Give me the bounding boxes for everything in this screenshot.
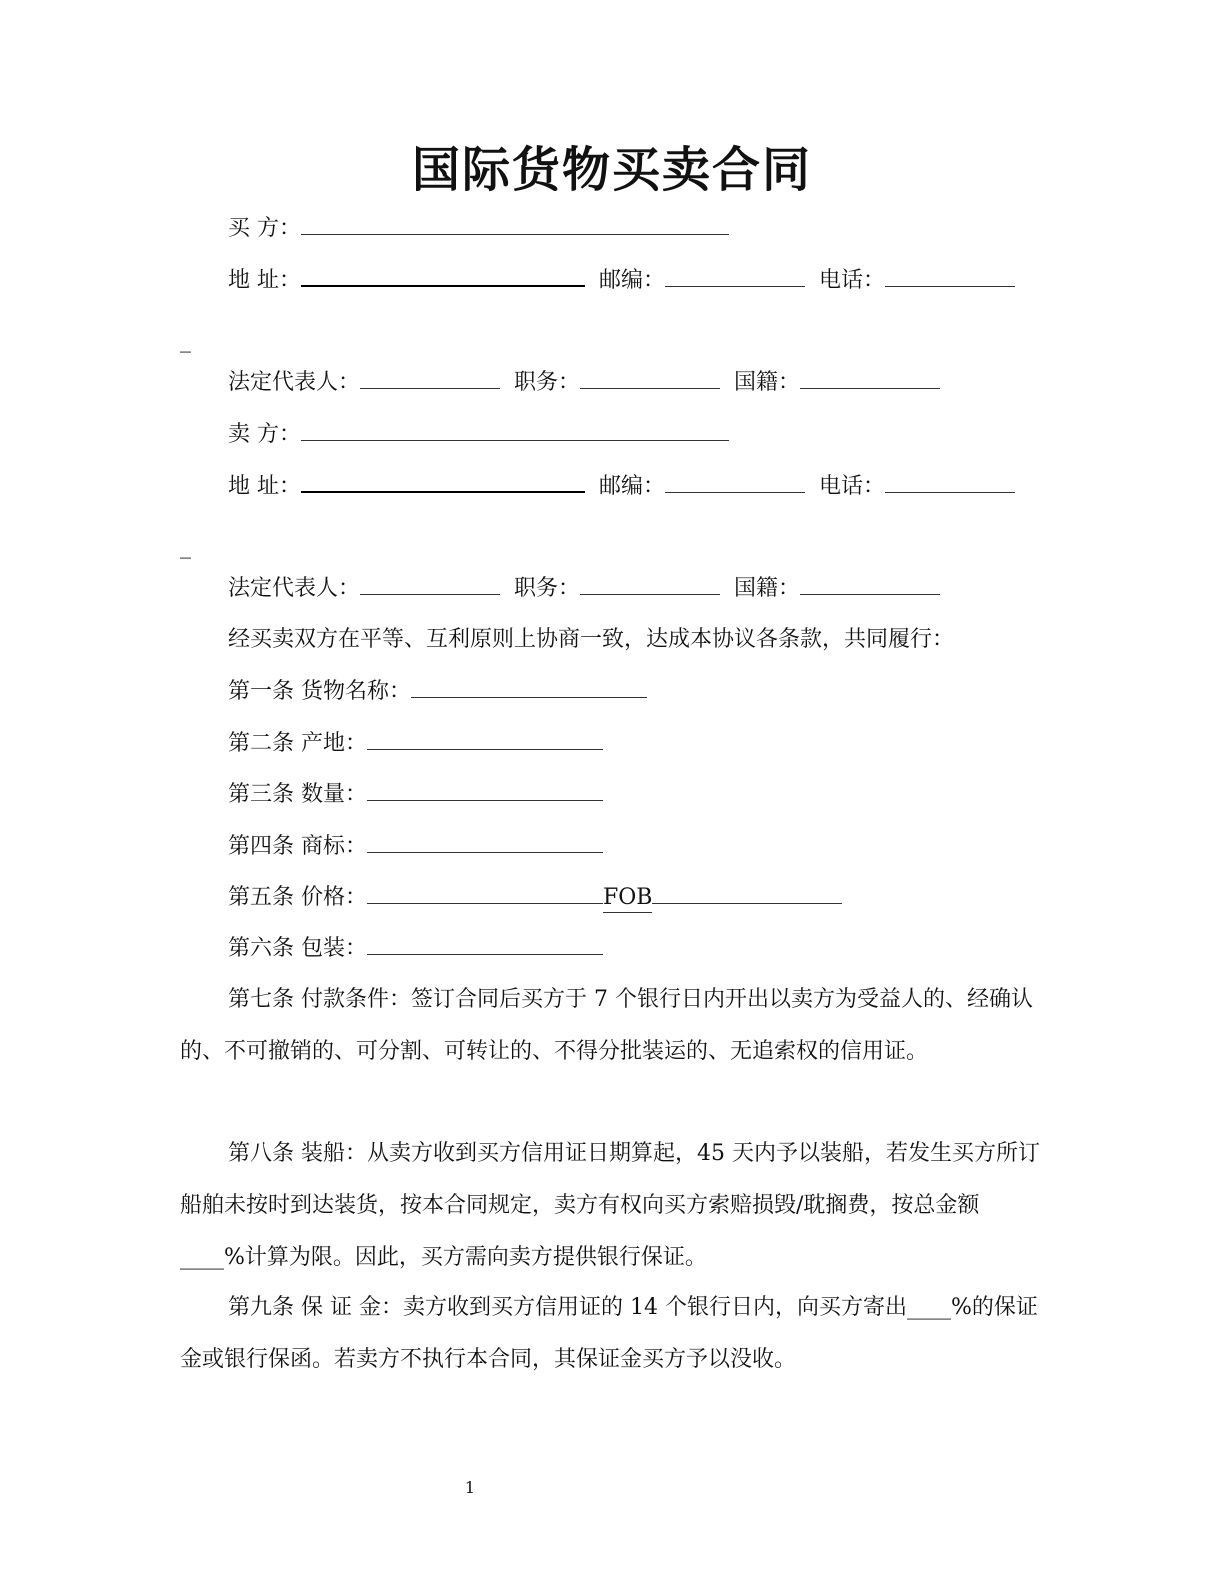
article-3-line [228, 780, 603, 809]
article-1-blank[interactable] [411, 677, 647, 698]
article-5-fob-blank[interactable] [652, 883, 842, 904]
seller-address-label: 地 址： [228, 474, 301, 499]
buyer-phone-blank[interactable] [885, 266, 1015, 287]
seller-nationality-label: 国籍： [734, 576, 801, 601]
article-3-blank[interactable] [367, 780, 603, 801]
seller-rep-label: 法定代表人： [228, 576, 361, 601]
seller-nationality-blank[interactable] [800, 574, 940, 595]
buyer-party-blank[interactable] [301, 214, 729, 235]
article-7-text: 第七条 付款条件：签订合同后买方于 7 个银行日内开出以卖方为受益人的、经确认的、不可撤销的、可分割、可转让的、不得分批装运的、无追索权的信用证。 [180, 987, 1033, 1064]
seller-rep-blank[interactable] [360, 574, 500, 595]
buyer-address-blank[interactable] [301, 265, 585, 287]
document-title: 国际货物买卖合同 [411, 142, 812, 198]
article-8-text: 第八条 装船：从卖方收到买方信用证日期算起，45 天内予以装船，若发生买方所订船舶未按时到达装货，按本合同规定，卖方有权向买方索赔损毁/耽搁费，按总金额____%计算为限。因此，买方需向卖方提供银行保证。 [180, 1141, 1040, 1270]
article-5-label: 第五条 价格： [228, 885, 367, 910]
article-6-line [228, 934, 603, 963]
article-7-paragraph [180, 974, 1040, 1078]
article-4-label: 第四条 商标： [228, 834, 367, 859]
article-9-text: 第九条 保 证 金：卖方收到买方信用证的 14 个银行日内，向买方寄出____%的保证金或银行保函。若卖方不执行本合同，其保证金买方予以没收。 [180, 1295, 1038, 1372]
article-1-label: 第一条 货物名称： [228, 679, 411, 704]
seller-phone-overflow: _ [180, 534, 191, 559]
article-2-label: 第二条 产地： [228, 731, 367, 756]
article-4-blank[interactable] [367, 832, 603, 853]
seller-postcode-blank[interactable] [665, 472, 805, 493]
buyer-rep-blank[interactable] [360, 368, 500, 389]
article-6-blank[interactable] [367, 934, 603, 955]
seller-party-blank[interactable] [301, 420, 729, 441]
article-8-paragraph [180, 1128, 1040, 1284]
seller-party-line [228, 420, 729, 449]
seller-position-label: 职务： [514, 576, 581, 601]
buyer-party-line [228, 214, 729, 243]
buyer-postcode-blank[interactable] [665, 266, 805, 287]
buyer-address-line [228, 265, 1015, 295]
article-1-line [228, 677, 647, 706]
article-3-label: 第三条 数量： [228, 782, 367, 807]
seller-phone-label: 电话： [819, 474, 886, 499]
buyer-position-blank[interactable] [580, 368, 720, 389]
buyer-phone-label: 电话： [819, 268, 886, 293]
page-number: 1 [464, 1478, 476, 1497]
article-9-paragraph [180, 1282, 1040, 1386]
seller-address-blank[interactable] [301, 471, 585, 493]
buyer-nationality-label: 国籍： [734, 370, 801, 395]
seller-phone-blank[interactable] [885, 472, 1015, 493]
seller-rep-line [228, 574, 940, 603]
buyer-postcode-label: 邮编： [599, 268, 666, 293]
buyer-position-label: 职务： [514, 370, 581, 395]
article-5-fob: FOB [603, 884, 652, 913]
buyer-address-label: 地 址： [228, 268, 301, 293]
article-4-line [228, 832, 603, 861]
intro-text: 经买卖双方在平等、互利原则上协商一致，达成本协议各条款，共同履行： [228, 627, 955, 652]
article-5-price-blank[interactable] [367, 883, 603, 904]
buyer-party-label: 买 方： [228, 216, 301, 241]
article-2-line [228, 729, 603, 758]
article-2-blank[interactable] [367, 729, 603, 750]
seller-postcode-label: 邮编： [599, 474, 666, 499]
buyer-rep-label: 法定代表人： [228, 370, 361, 395]
buyer-nationality-blank[interactable] [800, 368, 940, 389]
seller-address-line [228, 471, 1015, 501]
seller-position-blank[interactable] [580, 574, 720, 595]
buyer-phone-overflow: _ [180, 328, 191, 353]
article-5-line [228, 883, 842, 913]
article-6-label: 第六条 包装： [228, 936, 367, 961]
buyer-rep-line [228, 368, 940, 397]
seller-party-label: 卖 方： [228, 422, 301, 447]
